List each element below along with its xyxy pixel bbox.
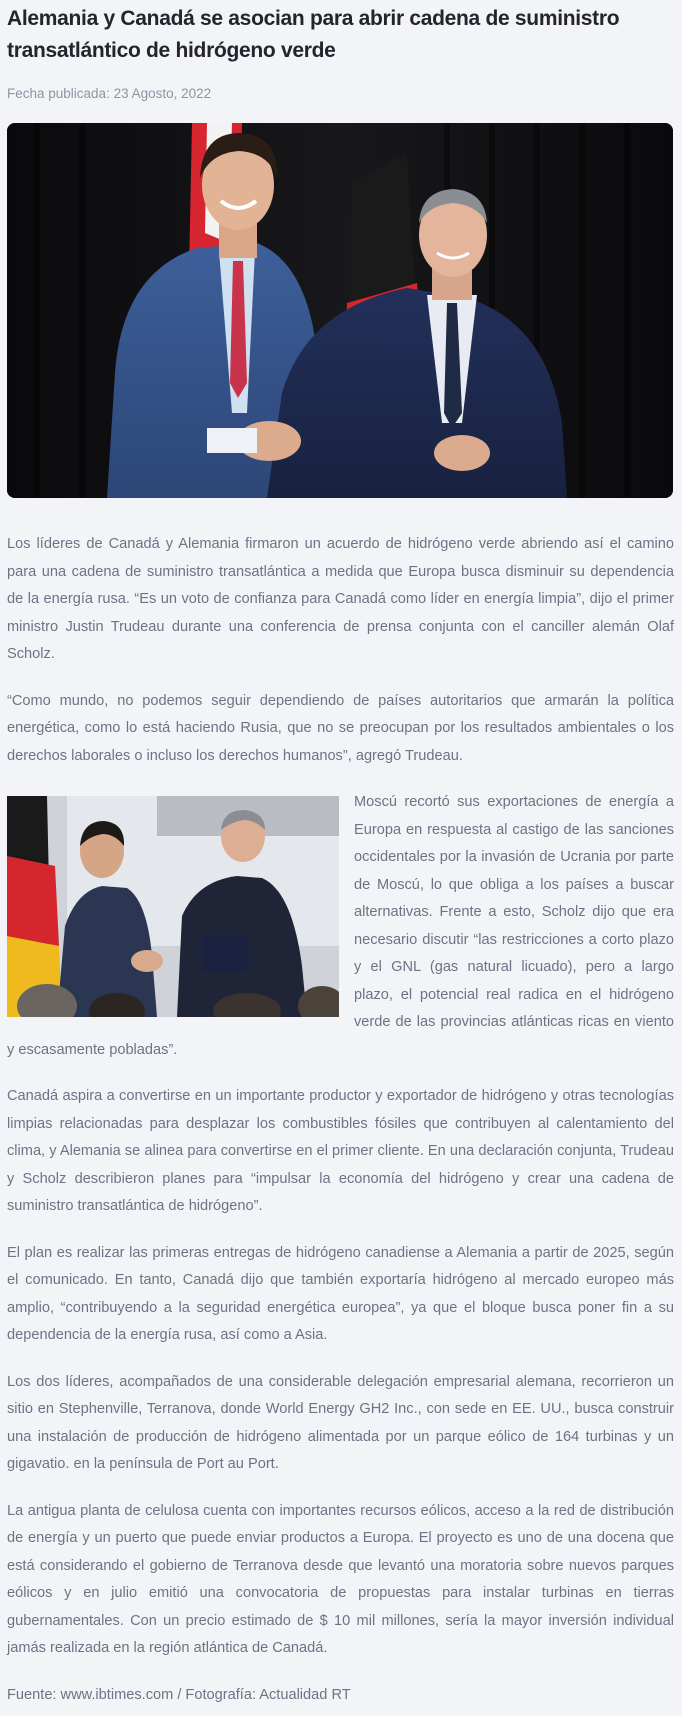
paragraph-4: Canadá aspira a convertirse en un importante productor y exportador de hidrógeno y otras tecnologías limpias relacionadas para desplazar los combustibles fósiles que contribuyen al calentamiento del clima, y Alemania se alinea para convertirse en el primer cliente. En una declaración conjunta, Trudeau y Scholz describieron planes para “impulsar la economía del hidrógeno y crear una cadena de suministro transatlántica de hidrógeno”. (7, 1088, 674, 1214)
paragraph-1: Los líderes de Canadá y Alemania firmaron un acuerdo de hidrógeno verde abriendo así el camino para una cadena de suministro transatlántica a medida que Europa busca disminuir su dependencia de la energía rusa. “Es un voto de confianza para Canadá como líder en energía limpia”, dijo el primer ministro Justin Trudeau durante una conferencia de prensa conjunta con el canciller alemán Olaf Scholz. (7, 536, 674, 662)
hero-photo (7, 123, 673, 498)
paragraph-5: El plan es realizar las primeras entregas de hidrógeno canadiense a Alemania a partir de 2025, según el comunicado. En tanto, Canadá dijo que también exportaría hidrógeno al mercado europeo más amplio, “contribuyendo a la seguridad energética europea”, ya que el bloque busca poner fin a su dependencia de la energía rusa, así como a Asia. (7, 1244, 674, 1343)
publish-date: Fecha publicada: 23 Agosto, 2022 (7, 86, 212, 101)
paragraph-3: Moscú recortó sus exportaciones de energía a Europa en respuesta al castigo de las sanciones occidentales por la invasión de Ucrania por parte de Moscú, lo que obliga a los países a buscar alternativas. Frente a esto, Scholz dijo que era necesario discutir “las restricciones a corto plazo y el GNL (gas natural licuado), pero a largo plazo, el potencial real radica en el hidrógeno verde de las provincias atlánticas ricas en viento y escasamente pobladas”. (7, 794, 674, 1058)
inset-photo-illustration (7, 796, 339, 1017)
source-credit: Fuente: www.ibtimes.com / Fotografía: Actualidad RT (7, 1686, 351, 1703)
hero-photo-illustration (7, 123, 673, 498)
inset-photo (7, 796, 339, 1017)
paragraph-6: Los dos líderes, acompañados de una considerable delegación empresarial alemana, recorrieron un sitio en Stephenville, Terranova, donde World Energy GH2 Inc., con sede en EE. UU., busca construir una instalación de producción de hidrógeno alimentada por un parque eólico de 164 turbinas y un gigavatio. en la península de Port au Port. (7, 1373, 674, 1472)
paragraph-7: La antigua planta de celulosa cuenta con importantes recursos eólicos, acceso a la red de distribución de energía y un puerto que puede enviar productos a Europa. El proyecto es uno de una docena que está considerando el gobierno de Terranova desde que levantó una moratoria sobre nuevos parques eólicos y en julio emitió una convocatoria de propuestas para instalar turbinas en tierras gubernamentales. Con un precio estimado de $ 10 mil millones, sería la mayor inversión individual jamás realizada en la región atlántica de Canadá. (7, 1502, 674, 1656)
paragraph-2: “Como mundo, no podemos seguir dependiendo de países autoritarios que armarán la política energética, como lo está haciendo Rusia, que no se preocupan por los resultados ambientales o los derechos laborales o incluso los derechos humanos”, agregó Trudeau. (7, 692, 674, 764)
article-title: Alemania y Canadá se asocian para abrir cadena de suministro transatlántico de hidrógeno verde (7, 7, 620, 62)
